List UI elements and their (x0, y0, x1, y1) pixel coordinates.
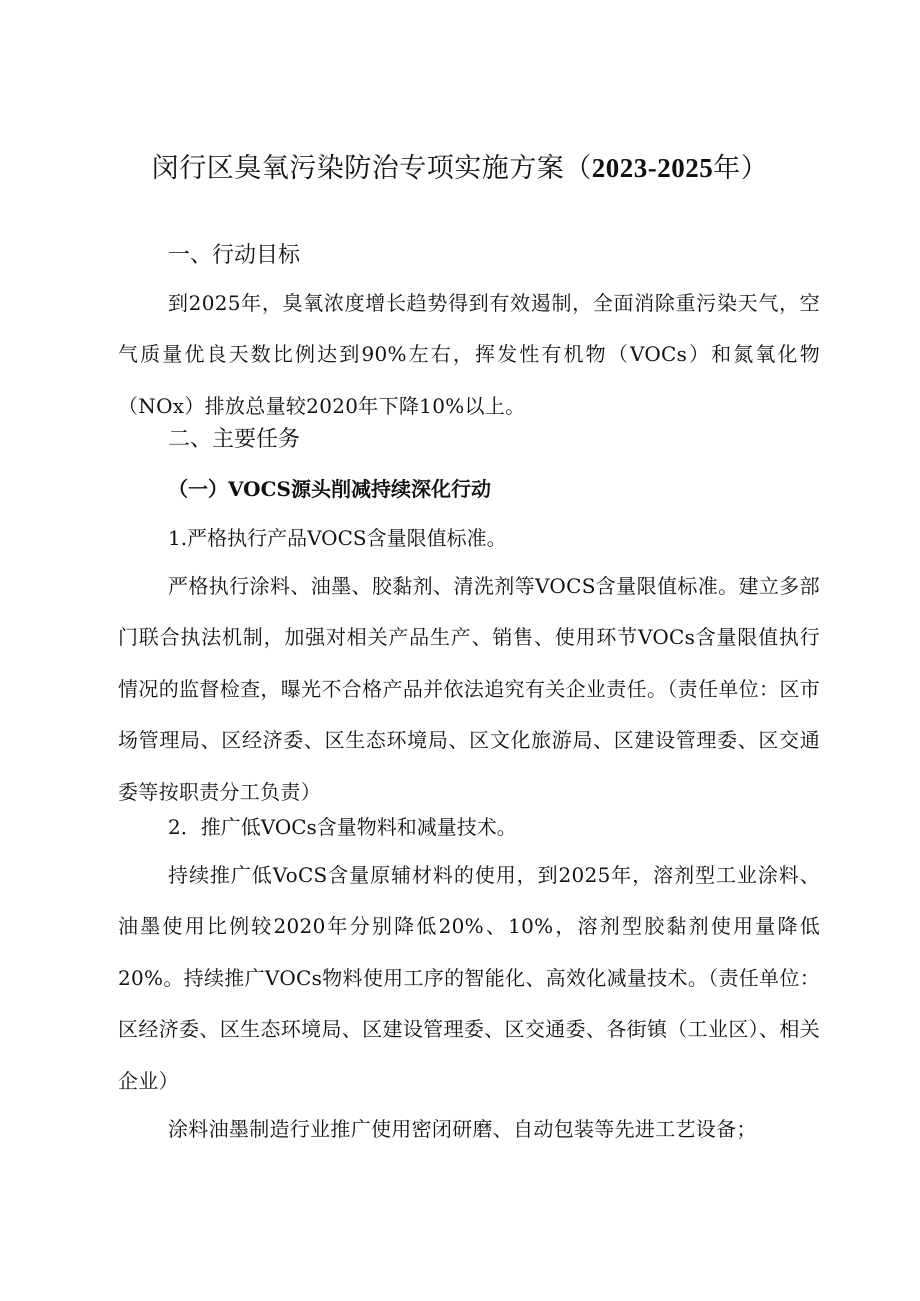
title-year: 2023-2025 (591, 153, 714, 183)
section1-paragraph: 到2025年，臭氧浓度增长趋势得到有效遏制，全面消除重污染天气，空气质量优良天数比例达到90%左右，挥发性有机物（VOCs）和氮氧化物（NOx）排放总量较2020年下降10%以上。 (118, 291, 820, 418)
item2-title: 2．推广低VOCs含量物料和减量技术。 (168, 815, 517, 839)
subsection1-heading: （一）VOCS源头削减持续深化行动 (168, 477, 491, 501)
title-main: 闵行区臭氧污染防治专项实施方案（ (151, 153, 592, 184)
section1-heading: 一、行动目标 (168, 243, 301, 268)
title-end: 年） (713, 153, 769, 184)
item2-paragraph2: 涂料油墨制造行业推广使用密闭研磨、自动包装等先进工艺设备； (168, 1117, 757, 1141)
section2-heading: 二、主要任务 (168, 427, 301, 452)
item1-title: 1.严格执行产品VOCS含量限值标准。 (168, 526, 507, 550)
item2-paragraph: 持续推广低VoCS含量原辅材料的使用，到2025年，溶剂型工业涂料、油墨使用比例较2020年分别降低20%、10%，溶剂型胶黏剂使用量降低20%。持续推广VOCs物料使用工序的智能化、高效化减量技术。（责任单位：区经济委、区生态环境局、区建设管理委、区交通委、各街镇（工业区）、相关企业） (118, 863, 820, 1093)
document-title (0, 148, 920, 189)
item1-paragraph: 严格执行涂料、油墨、胶黏剂、清洗剂等VOCS含量限值标准。建立多部门联合执法机制，加强对相关产品生产、销售、使用环节VOCs含量限值执行情况的监督检查，曝光不合格产品并依法追究有关企业责任。（责任单位：区市场管理局、区经济委、区生态环境局、区文化旅游局、区建设管理委、区交通委等按职责分工负责） (118, 574, 820, 804)
